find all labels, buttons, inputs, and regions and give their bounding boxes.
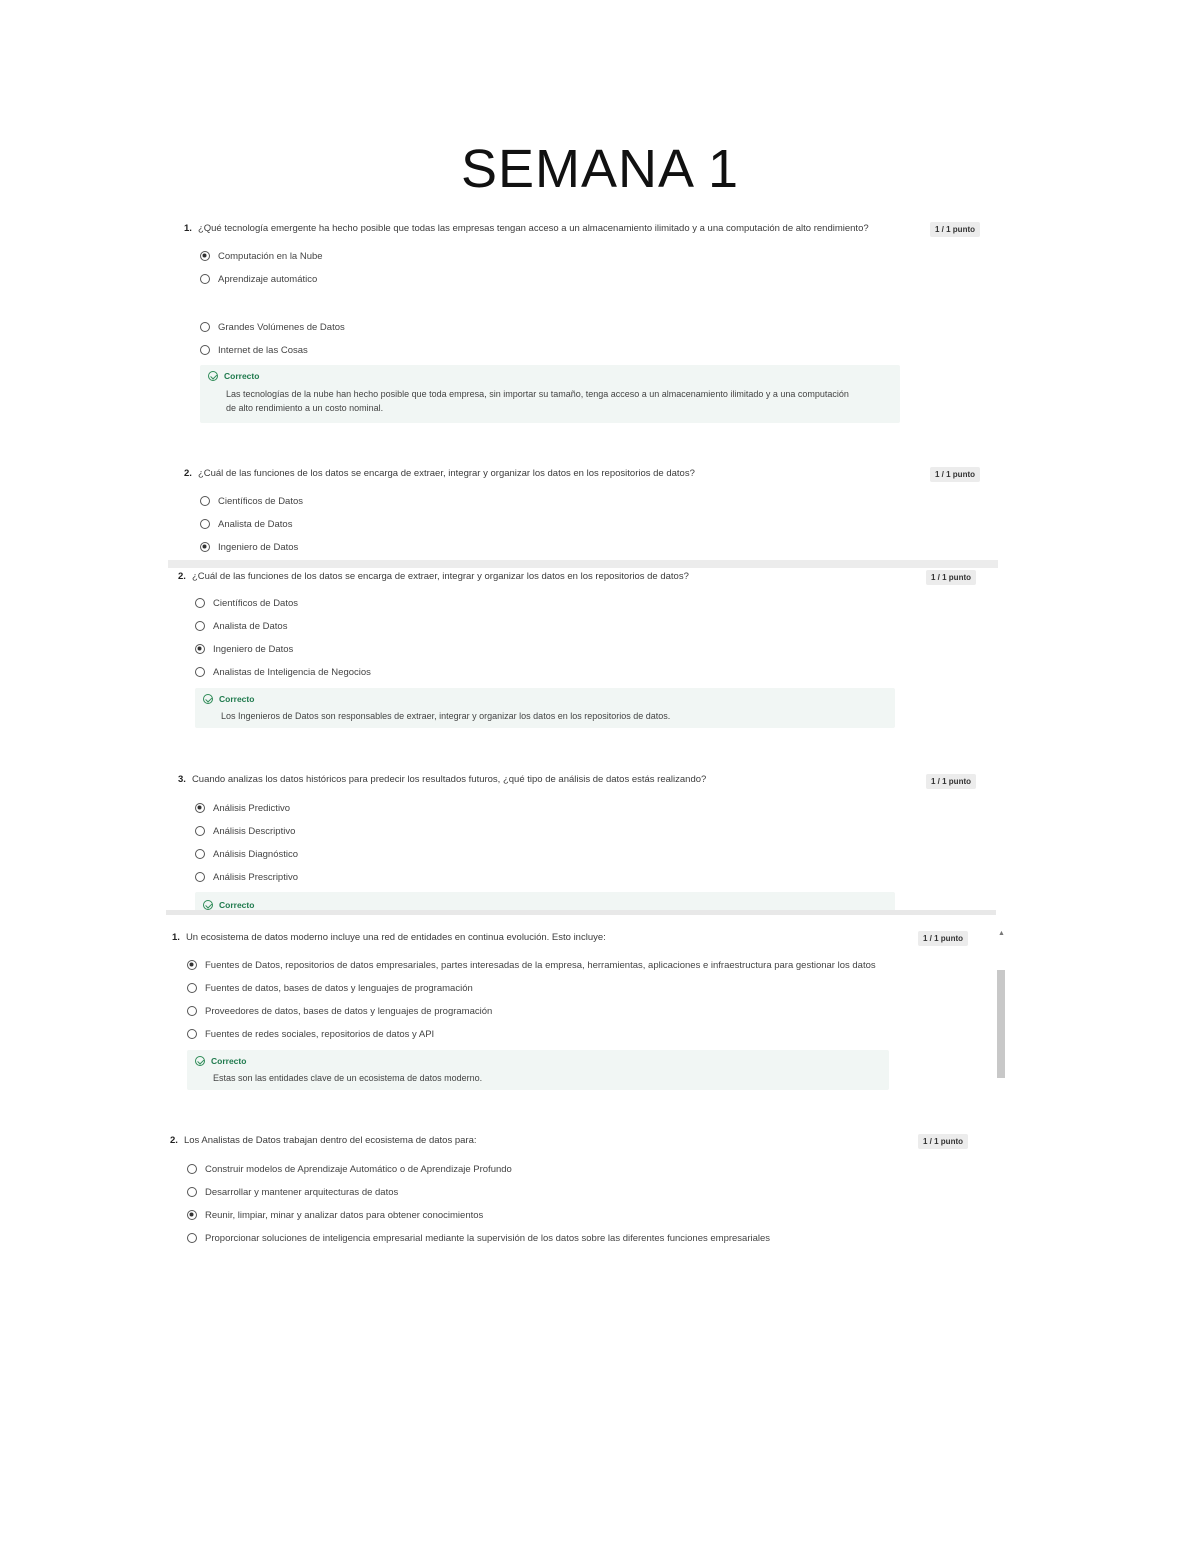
option-label: Ingeniero de Datos: [213, 643, 294, 655]
feedback-status-label: Correcto: [219, 900, 255, 910]
score-badge: 1 / 1 punto: [930, 222, 980, 237]
question-text: ¿Cuál de las funciones de los datos se encarga de extraer, integrar y organizar los datos en los repositorios de datos?: [197, 468, 695, 479]
screenshot-divider: [168, 560, 998, 568]
option-label: Análisis Diagnóstico: [213, 848, 299, 860]
score-badge: 1 / 1 punto: [926, 774, 976, 789]
question-header: [184, 223, 869, 234]
option-label: Construir modelos de Aprendizaje Automático o de Aprendizaje Profundo: [205, 1163, 512, 1175]
feedback-box: [187, 1050, 889, 1090]
option-item[interactable]: [195, 800, 290, 816]
check-circle-icon: [208, 371, 218, 381]
option-label: Desarrollar y mantener arquitecturas de datos: [205, 1186, 399, 1198]
question-number: 2.: [170, 1135, 178, 1146]
feedback-status-label: Correcto: [224, 371, 260, 381]
option-item[interactable]: [195, 823, 295, 839]
option-item[interactable]: [200, 516, 292, 532]
option-item[interactable]: [195, 846, 298, 862]
radio-button[interactable]: [187, 1164, 197, 1174]
radio-button[interactable]: [200, 345, 210, 355]
radio-selected[interactable]: [187, 1210, 197, 1220]
option-label: Analistas de Inteligencia de Negocios: [213, 666, 371, 678]
option-item[interactable]: [187, 957, 876, 973]
option-label: Análisis Descriptivo: [213, 825, 296, 837]
scroll-up-arrow-icon[interactable]: ▲: [998, 930, 1005, 937]
quiz-screenshot-1: [170, 215, 1000, 560]
question-text: ¿Qué tecnología emergente ha hecho posible que todas las empresas tengan acceso a un almacenamiento ilimitado y a una computación de alto rendimiento?: [197, 223, 869, 234]
option-label: Proveedores de datos, bases de datos y lenguajes de programación: [205, 1005, 493, 1017]
question-number: 2.: [184, 468, 192, 479]
feedback-status-label: Correcto: [211, 1056, 247, 1066]
question-header: [172, 932, 606, 943]
question-header: [178, 774, 706, 785]
scrollbar-thumb[interactable]: [997, 970, 1005, 1078]
quiz-screenshot-2: [168, 568, 998, 910]
feedback-status: [203, 694, 254, 704]
feedback-text: [213, 1071, 482, 1085]
feedback-line: Estas son las entidades clave de un ecosistema de datos moderno.: [213, 1073, 483, 1083]
option-item[interactable]: [200, 271, 317, 287]
option-item[interactable]: [195, 595, 298, 611]
radio-button[interactable]: [195, 667, 205, 677]
question-header: [184, 468, 695, 479]
option-item[interactable]: [195, 618, 287, 634]
option-label: Reunir, limpiar, minar y analizar datos para obtener conocimientos: [205, 1209, 484, 1221]
radio-selected[interactable]: [200, 542, 210, 552]
feedback-line: de alto rendimiento a un costo nominal.: [226, 403, 384, 413]
radio-button[interactable]: [195, 598, 205, 608]
option-label: Fuentes de redes sociales, repositorios de datos y API: [205, 1028, 435, 1040]
quiz-screenshot-3: [160, 915, 1008, 1255]
question-text: Cuando analizas los datos históricos para predecir los resultados futuros, ¿qué tipo de análisis de datos estás realizando?: [191, 774, 707, 785]
radio-button[interactable]: [195, 621, 205, 631]
scrollbar[interactable]: [996, 930, 1006, 1255]
radio-button[interactable]: [195, 826, 205, 836]
option-item[interactable]: [195, 869, 298, 885]
radio-selected[interactable]: [187, 960, 197, 970]
option-label: Computación en la Nube: [218, 250, 323, 262]
check-circle-icon: [203, 900, 213, 910]
radio-selected[interactable]: [195, 644, 205, 654]
option-item[interactable]: [200, 493, 303, 509]
radio-button[interactable]: [187, 1233, 197, 1243]
question-number: 1.: [184, 223, 192, 234]
radio-button[interactable]: [200, 519, 210, 529]
feedback-status: [203, 900, 254, 910]
option-item[interactable]: [200, 248, 323, 264]
feedback-line: Las tecnologías de la nube han hecho posible que toda empresa, sin importar su tamaño, tenga acceso a un almacenamiento ilimitado y a una computación: [226, 389, 849, 399]
question-header: [170, 1135, 477, 1146]
feedback-status: [195, 1056, 246, 1066]
radio-button[interactable]: [195, 849, 205, 859]
feedback-box: [195, 688, 895, 728]
option-label: Grandes Volúmenes de Datos: [218, 321, 345, 333]
option-item[interactable]: [187, 1184, 398, 1200]
feedback-status-label: Correcto: [219, 694, 255, 704]
radio-button[interactable]: [195, 872, 205, 882]
question-header: [178, 571, 689, 582]
option-item[interactable]: [187, 1207, 483, 1223]
feedback-line: Los Ingenieros de Datos son responsables de extraer, integrar y organizar los datos en los repositorios de datos.: [221, 711, 671, 721]
feedback-text: [221, 709, 670, 723]
option-item[interactable]: [200, 319, 345, 335]
option-label: Fuentes de Datos, repositorios de datos empresariales, partes interesadas de la empresa, herramientas, aplicaciones e infraestructura para gestionar los datos: [205, 959, 876, 971]
radio-selected[interactable]: [200, 251, 210, 261]
radio-button[interactable]: [200, 322, 210, 332]
radio-button[interactable]: [187, 1029, 197, 1039]
score-badge: 1 / 1 punto: [930, 467, 980, 482]
option-label: Analista de Datos: [213, 620, 288, 632]
question-text: Un ecosistema de datos moderno incluye una red de entidades en continua evolución. Esto incluye:: [185, 932, 606, 943]
question-text: Los Analistas de Datos trabajan dentro del ecosistema de datos para:: [183, 1135, 477, 1146]
option-item[interactable]: [187, 980, 473, 996]
radio-button[interactable]: [187, 983, 197, 993]
option-item[interactable]: [195, 641, 293, 657]
option-item[interactable]: [187, 1230, 770, 1246]
score-badge: 1 / 1 punto: [918, 931, 968, 946]
option-label: Fuentes de datos, bases de datos y lenguajes de programación: [205, 982, 473, 994]
option-item[interactable]: [187, 1026, 434, 1042]
option-item[interactable]: [187, 1003, 492, 1019]
option-label: Proporcionar soluciones de inteligencia empresarial mediante la supervisión de los datos sobre las diferentes funciones empresariales: [205, 1232, 771, 1244]
radio-button[interactable]: [187, 1006, 197, 1016]
option-label: Internet de las Cosas: [218, 344, 308, 356]
score-badge: 1 / 1 punto: [918, 1134, 968, 1149]
feedback-box: [200, 365, 900, 423]
score-badge: 1 / 1 punto: [926, 570, 976, 585]
radio-selected[interactable]: [195, 803, 205, 813]
option-item[interactable]: [200, 539, 298, 555]
page-title: SEMANA 1: [460, 139, 740, 199]
radio-button[interactable]: [200, 496, 210, 506]
radio-button[interactable]: [200, 274, 210, 284]
option-label: Científicos de Datos: [218, 495, 304, 507]
option-label: Analista de Datos: [218, 518, 293, 530]
feedback-box: [195, 892, 895, 910]
option-item[interactable]: [195, 664, 371, 680]
question-number: 3.: [178, 774, 186, 785]
question-number: 1.: [172, 932, 180, 943]
option-label: Científicos de Datos: [213, 597, 299, 609]
radio-button[interactable]: [187, 1187, 197, 1197]
option-label: Análisis Predictivo: [213, 802, 291, 814]
option-label: Aprendizaje automático: [218, 273, 318, 285]
feedback-text: [226, 387, 849, 415]
question-number: 2.: [178, 571, 186, 582]
feedback-status: [208, 371, 259, 381]
option-label: Análisis Prescriptivo: [213, 871, 298, 883]
option-item[interactable]: [187, 1161, 512, 1177]
check-circle-icon: [195, 1056, 205, 1066]
option-item[interactable]: [200, 342, 308, 358]
check-circle-icon: [203, 694, 213, 704]
option-label: Ingeniero de Datos: [218, 541, 299, 553]
question-text: ¿Cuál de las funciones de los datos se encarga de extraer, integrar y organizar los datos en los repositorios de datos?: [191, 571, 689, 582]
